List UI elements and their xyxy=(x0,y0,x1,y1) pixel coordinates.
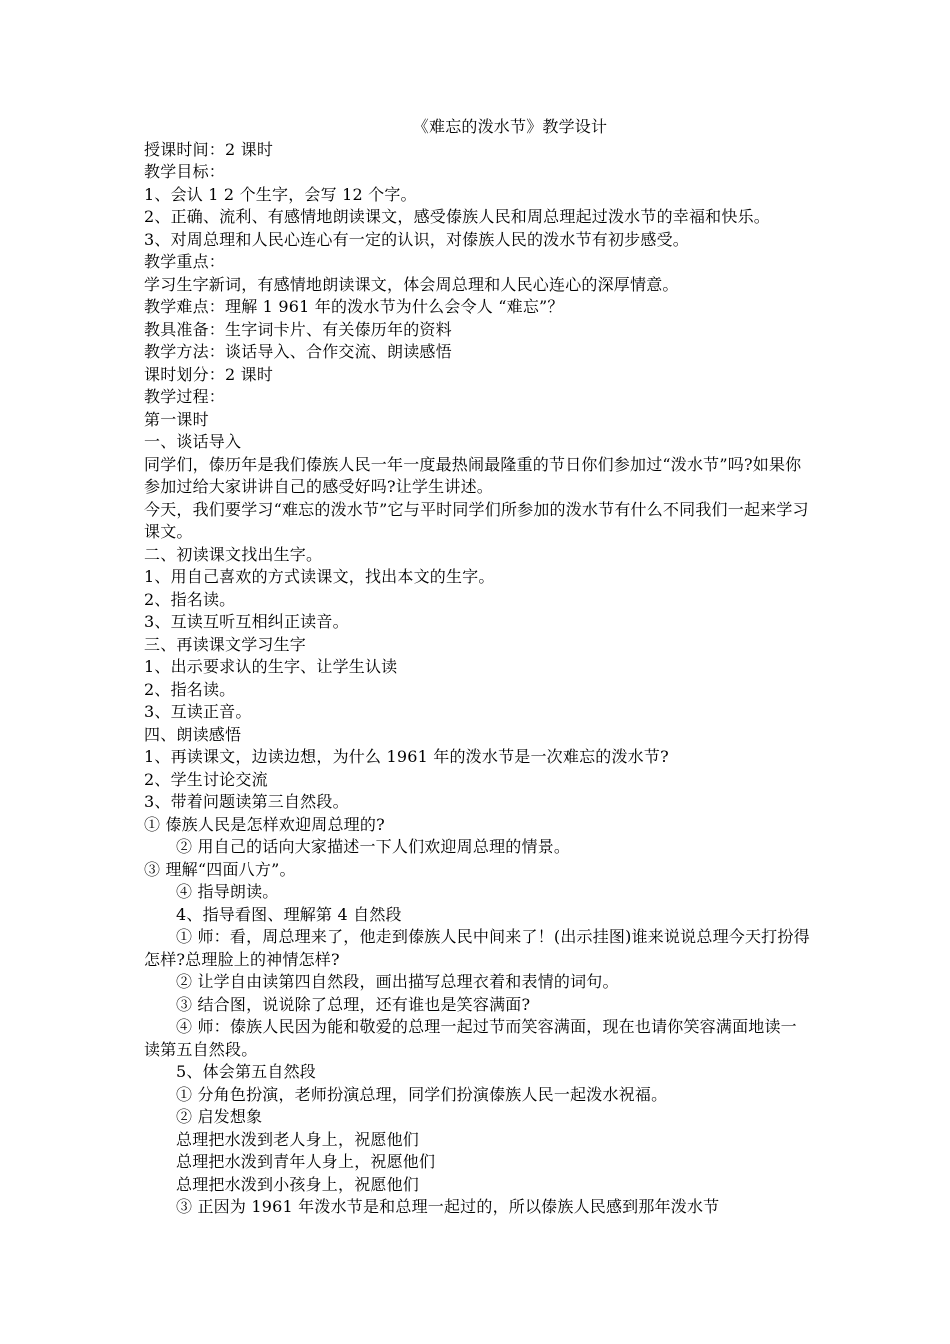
text-line: ② 启发想象 xyxy=(176,1107,263,1126)
text-line: 总理把水泼到老人身上，祝愿他们 xyxy=(176,1129,420,1149)
text-line: 学习生字新词，有感情地朗读课文，体会周总理和人民心连心的深厚情意。 xyxy=(144,274,679,294)
text-line: 教学重点： xyxy=(144,252,226,271)
text-line: ③ 理解“四面八方”。 xyxy=(144,859,296,879)
text-line: 四、朗读感悟 xyxy=(144,724,242,744)
text-line: 5、体会第五自然段 xyxy=(176,1062,316,1081)
text-line: 3、带着问题读第三自然段。 xyxy=(144,792,349,811)
text-line: 2、指名读。 xyxy=(144,589,236,609)
document-title: 《难忘的泼水节》教学设计 xyxy=(412,117,608,136)
text-line: 总理把水泼到青年人身上，祝愿他们 xyxy=(176,1152,436,1171)
text-line: ① 分角色扮演，老师扮演总理，同学们扮演傣族人民一起泼水祝福。 xyxy=(176,1084,668,1104)
text-line: 同学们，傣历年是我们傣族人民一年一度最热闹最隆重的节日你们参加过“泼水节”吗?如果你参加过给大家讲讲自己的感受好吗?让学生讲述。 xyxy=(144,454,802,496)
text-line: ④ 师：傣族人民因为能和敬爱的总理一起过节而笑容满面，现在也请你笑容满面地读一读第五自然段。 xyxy=(144,1017,797,1059)
text-line: ④ 指导朗读。 xyxy=(176,882,279,901)
text-line: 4、指导看图、理解第 4 自然段 xyxy=(176,904,402,924)
text-line: ① 傣族人民是怎样欢迎周总理的? xyxy=(144,814,385,834)
text-line: 2、正确、流利、有感情地朗读课文，感受傣族人民和周总理起过泼水节的幸福和快乐。 xyxy=(144,207,770,226)
text-line: 教学方法：谈话导入、合作交流、朗读感悟 xyxy=(144,342,452,361)
text-line: 一、谈话导入 xyxy=(144,432,242,451)
text-line: 今天，我们要学习“难忘的泼水节”它与平时同学们所参加的泼水节有什么不同我们一起来学习课文。 xyxy=(144,499,809,541)
text-line: 第一课时 xyxy=(144,409,209,429)
text-line: ② 让学自由读第四自然段，画出描写总理衣着和表情的词句。 xyxy=(176,972,619,991)
text-line: 教学过程： xyxy=(144,387,226,406)
text-line: 2、学生讨论交流 xyxy=(144,769,268,789)
text-line: 二、初读课文找出生字。 xyxy=(144,544,323,564)
text-line: 2、指名读。 xyxy=(144,679,236,699)
text-line: 1、出示要求认的生字、让学生认读 xyxy=(144,657,398,676)
text-line: 三、再读课文学习生字 xyxy=(144,634,307,654)
text-line: 1、会认 1 2 个生字，会写 12 个字。 xyxy=(144,184,417,204)
text-line: 教学难点：理解 1 961 年的泼水节为什么会令人 “难忘”？ xyxy=(144,297,564,316)
text-line: 课时划分：2 课时 xyxy=(144,364,274,384)
text-line: 授课时间：2 课时 xyxy=(144,139,274,159)
text-line: 总理把水泼到小孩身上，祝愿他们 xyxy=(176,1174,420,1194)
text-line: ③ 正因为 1961 年泼水节是和总理一起过的，所以傣族人民感到那年泼水节 xyxy=(176,1197,720,1216)
text-line: ③ 结合图，说说除了总理，还有谁也是笑容满面? xyxy=(176,994,531,1014)
text-line: 1、再读课文，边读边想，为什么 1961 年的泼水节是一次难忘的泼水节? xyxy=(144,747,669,766)
text-line: 3、对周总理和人民心连心有一定的认识，对傣族人民的泼水节有初步感受。 xyxy=(144,229,689,249)
text-line: 3、互读正音。 xyxy=(144,702,252,721)
text-line: 3、互读互听互相纠正读音。 xyxy=(144,612,349,631)
text-line: 1、用自己喜欢的方式读课文，找出本文的生字。 xyxy=(144,567,495,586)
text-line: 教具准备：生字词卡片、有关傣历年的资料 xyxy=(144,319,452,339)
text-line: ② 用自己的话向大家描述一下人们欢迎周总理的情景。 xyxy=(176,837,571,856)
text-line: 教学目标： xyxy=(144,162,226,181)
document-page xyxy=(144,116,812,1219)
text-line: ① 师：看，周总理来了，他走到傣族人民中间来了！(出示挂图)谁来说说总理今天打扮得怎样?总理脸上的神情怎样? xyxy=(144,927,810,969)
document-body xyxy=(144,139,812,1219)
